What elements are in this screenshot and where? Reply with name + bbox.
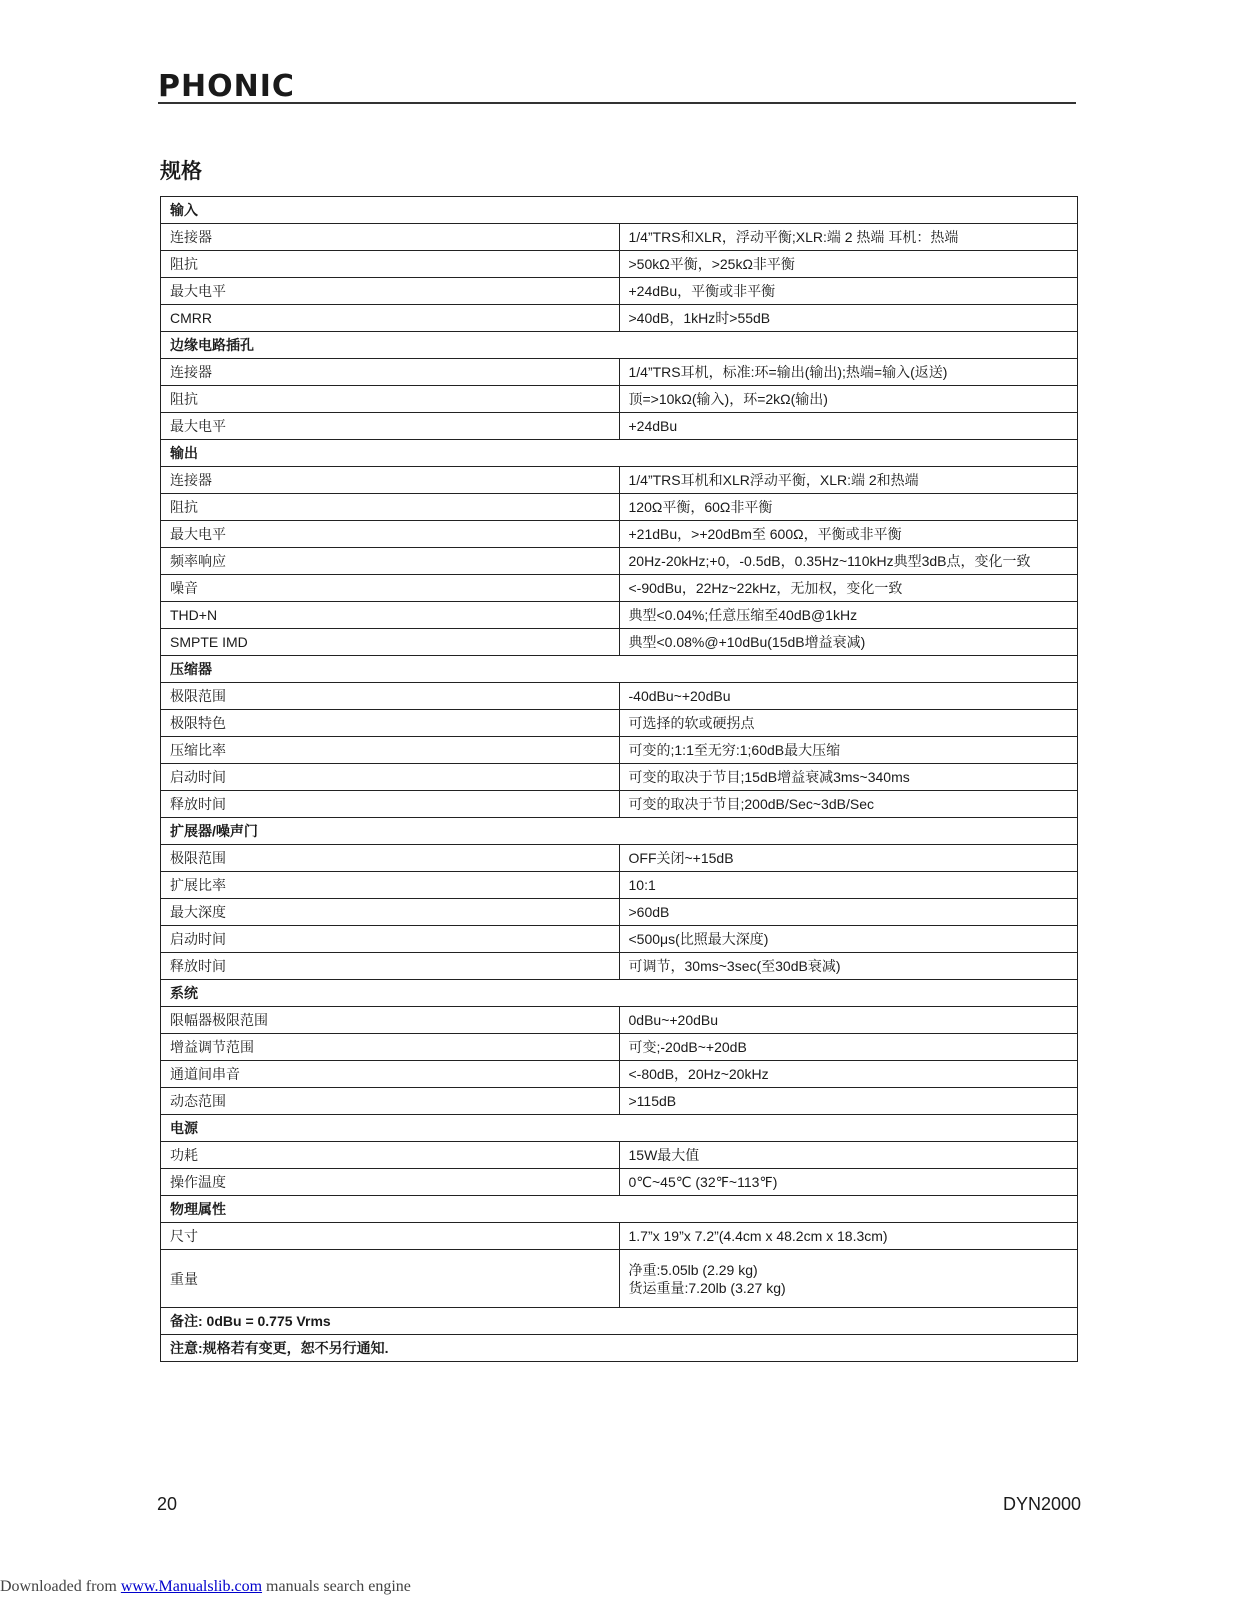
spec-value [619, 1142, 1078, 1169]
spec-label: 最大电平 [161, 413, 620, 440]
spec-value [619, 548, 1078, 575]
phonic-logo: PHONIC [158, 69, 295, 104]
spec-value-line: -40dBu~+20dBu [628, 688, 731, 704]
spec-row [161, 791, 1078, 818]
spec-value-line: +21dBu，>+20dBm至 600Ω，平衡或非平衡 [628, 526, 902, 542]
spec-value [619, 278, 1078, 305]
category-heading: 系统 [161, 980, 1078, 1007]
spec-label: 连接器 [161, 224, 620, 251]
spec-label: 连接器 [161, 467, 620, 494]
spec-label: 通道间串音 [161, 1061, 620, 1088]
spec-row [161, 413, 1078, 440]
spec-label: CMRR [161, 305, 620, 332]
spec-label: 增益调节范围 [161, 1034, 620, 1061]
spec-value-line: 典型<0.08%@+10dBu(15dB增益衰减) [628, 634, 866, 650]
spec-value [619, 305, 1078, 332]
category-heading: 输出 [161, 440, 1078, 467]
spec-value-line: <-90dBu，22Hz~22kHz，无加权，变化一致 [628, 580, 903, 596]
spec-row [161, 548, 1078, 575]
spec-value [619, 1061, 1078, 1088]
spec-value [619, 764, 1078, 791]
spec-value-line: 1/4”TRS耳机，标准:环=输出(输出);热端=输入(返送) [628, 364, 948, 380]
spec-value [619, 494, 1078, 521]
category-row [161, 440, 1078, 467]
category-row [161, 656, 1078, 683]
spec-value-line: >60dB [628, 904, 670, 920]
spec-label: 释放时间 [161, 953, 620, 980]
spec-value-line: 20Hz-20kHz;+0，-0.5dB，0.35Hz~110kHz典型3dB点，变化一致 [628, 553, 1031, 569]
spec-value [619, 872, 1078, 899]
spec-value [619, 629, 1078, 656]
spec-value [619, 1007, 1078, 1034]
spec-value-line: 货运重量:7.20lb (3.27 kg) [628, 1279, 786, 1296]
spec-row [161, 1034, 1078, 1061]
spec-label: 动态范围 [161, 1088, 620, 1115]
spec-value [619, 386, 1078, 413]
category-heading: 输入 [161, 197, 1078, 224]
spec-label: 最大电平 [161, 521, 620, 548]
spec-value [619, 467, 1078, 494]
category-heading: 电源 [161, 1115, 1078, 1142]
category-heading: 边缘电路插孔 [161, 332, 1078, 359]
spec-value-line: +24dBu [628, 418, 678, 434]
spec-value-line: 顶=>10kΩ(输入)，环=2kΩ(输出) [628, 391, 828, 407]
spec-value-line: 可变的取决于节目;200dB/Sec~3dB/Sec [628, 796, 874, 812]
spec-label: 最大电平 [161, 278, 620, 305]
manualslib-link[interactable]: www.Manualslib.com [120, 1578, 263, 1595]
spec-value-line: >40dB，1kHz时>55dB [628, 310, 771, 326]
spec-row [161, 872, 1078, 899]
spec-value-line: OFF关闭~+15dB [628, 850, 734, 866]
category-row [161, 332, 1078, 359]
category-row [161, 1196, 1078, 1223]
spec-row [161, 467, 1078, 494]
spec-value-line: 15W最大值 [628, 1147, 700, 1163]
spec-row [161, 710, 1078, 737]
spec-value [619, 1250, 1078, 1308]
spec-value-line: 典型<0.04%;任意压缩至40dB@1kHz [628, 607, 858, 623]
spec-value [619, 953, 1078, 980]
spec-row [161, 521, 1078, 548]
category-heading: 物理属性 [161, 1196, 1078, 1223]
spec-row [161, 251, 1078, 278]
spec-value [619, 251, 1078, 278]
spec-row [161, 224, 1078, 251]
category-row [161, 818, 1078, 845]
spec-row [161, 764, 1078, 791]
spec-label: SMPTE IMD [161, 629, 620, 656]
spec-label: 重量 [161, 1250, 620, 1308]
spec-row [161, 494, 1078, 521]
spec-value-line: 1/4”TRS耳机和XLR浮动平衡，XLR:端 2和热端 [628, 472, 919, 488]
spec-value [619, 1034, 1078, 1061]
spec-label: 噪音 [161, 575, 620, 602]
spec-row [161, 575, 1078, 602]
spec-label: 极限范围 [161, 683, 620, 710]
spec-value [619, 413, 1078, 440]
spec-value [619, 845, 1078, 872]
spec-label: 压缩比率 [161, 737, 620, 764]
spec-row [161, 845, 1078, 872]
page-number: 20 [157, 1494, 178, 1514]
spec-value-line: 0dBu~+20dBu [628, 1012, 719, 1028]
spec-value-line: 可调节，30ms~3sec(至30dB衰减) [628, 958, 841, 974]
spec-value-line: 可变的取决于节目;15dB增益衰减3ms~340ms [628, 769, 910, 785]
spec-value [619, 1169, 1078, 1196]
spec-row [161, 953, 1078, 980]
spec-value-line: <-80dB，20Hz~20kHz [628, 1066, 769, 1082]
spec-value [619, 737, 1078, 764]
spec-row [161, 926, 1078, 953]
spec-value [619, 1088, 1078, 1115]
spec-value [619, 683, 1078, 710]
spec-label: 极限范围 [161, 845, 620, 872]
spec-row [161, 1142, 1078, 1169]
spec-row [161, 602, 1078, 629]
spec-label: 频率响应 [161, 548, 620, 575]
spec-value [619, 899, 1078, 926]
spec-row [161, 629, 1078, 656]
spec-value-line: 10:1 [628, 877, 656, 893]
spec-value-line: 0℃~45℃ (32℉~113℉) [628, 1174, 778, 1190]
spec-label: 阻抗 [161, 386, 620, 413]
spec-value-line: >115dB [628, 1093, 677, 1109]
specifications-table-body [161, 197, 1078, 1362]
category-row [161, 980, 1078, 1007]
category-row [161, 1115, 1078, 1142]
spec-value [619, 710, 1078, 737]
spec-value-line: 1/4”TRS和XLR，浮动平衡;XLR:端 2 热端 耳机：热端 [628, 229, 959, 245]
spec-label: 启动时间 [161, 926, 620, 953]
spec-value [619, 1223, 1078, 1250]
spec-row [161, 386, 1078, 413]
note-text: 备注: 0dBu = 0.775 Vrms [161, 1308, 1078, 1335]
spec-value [619, 791, 1078, 818]
spec-row [161, 305, 1078, 332]
category-heading: 扩展器/噪声门 [161, 818, 1078, 845]
spec-value-line: 1.7”x 19”x 7.2”(4.4cm x 48.2cm x 18.3cm) [628, 1228, 888, 1244]
note-row [161, 1335, 1078, 1362]
spec-value [619, 224, 1078, 251]
spec-label: 功耗 [161, 1142, 620, 1169]
note-text: 注意:规格若有变更，恕不另行通知. [161, 1335, 1078, 1362]
spec-value-line: >50kΩ平衡，>25kΩ非平衡 [628, 256, 795, 272]
spec-value-line: 可选择的软或硬拐点 [628, 715, 755, 731]
download-footer [0, 1578, 411, 1596]
spec-row [161, 1169, 1078, 1196]
spec-row [161, 278, 1078, 305]
spec-label: 阻抗 [161, 251, 620, 278]
spec-row [161, 1088, 1078, 1115]
model-name: DYN2000 [1002, 1494, 1081, 1514]
specifications-table [160, 196, 1078, 1362]
spec-label: 限幅器极限范围 [161, 1007, 620, 1034]
spec-row [161, 1223, 1078, 1250]
spec-value [619, 521, 1078, 548]
spec-row [161, 1007, 1078, 1034]
note-row [161, 1308, 1078, 1335]
spec-label: 启动时间 [161, 764, 620, 791]
spec-value [619, 602, 1078, 629]
header-divider [158, 102, 1076, 104]
download-prefix: Downloaded from [0, 1578, 121, 1595]
spec-row [161, 1250, 1078, 1308]
spec-value [619, 926, 1078, 953]
spec-label: 操作温度 [161, 1169, 620, 1196]
spec-value [619, 359, 1078, 386]
spec-label: 连接器 [161, 359, 620, 386]
spec-row [161, 683, 1078, 710]
spec-label: 阻抗 [161, 494, 620, 521]
spec-label: 最大深度 [161, 899, 620, 926]
spec-value-line: 净重:5.05lb (2.29 kg) [628, 1261, 758, 1278]
spec-row [161, 359, 1078, 386]
spec-label: 极限特色 [161, 710, 620, 737]
spec-label: 尺寸 [161, 1223, 620, 1250]
spec-value-line: 120Ω平衡，60Ω非平衡 [628, 499, 773, 515]
spec-row [161, 737, 1078, 764]
category-row [161, 197, 1078, 224]
spec-value [619, 575, 1078, 602]
download-suffix: manuals search engine [262, 1578, 411, 1595]
spec-value-line: 可变;-20dB~+20dB [628, 1039, 747, 1055]
category-heading: 压缩器 [161, 656, 1078, 683]
spec-label: THD+N [161, 602, 620, 629]
spec-label: 释放时间 [161, 791, 620, 818]
spec-row [161, 1061, 1078, 1088]
spec-value-line: 可变的;1:1至无穷:1;60dB最大压缩 [628, 742, 841, 758]
spec-row [161, 899, 1078, 926]
spec-value-line: +24dBu，平衡或非平衡 [628, 283, 776, 299]
spec-value-line: <500μs(比照最大深度) [628, 931, 769, 947]
page-title: 规格 [160, 160, 202, 183]
spec-label: 扩展比率 [161, 872, 620, 899]
